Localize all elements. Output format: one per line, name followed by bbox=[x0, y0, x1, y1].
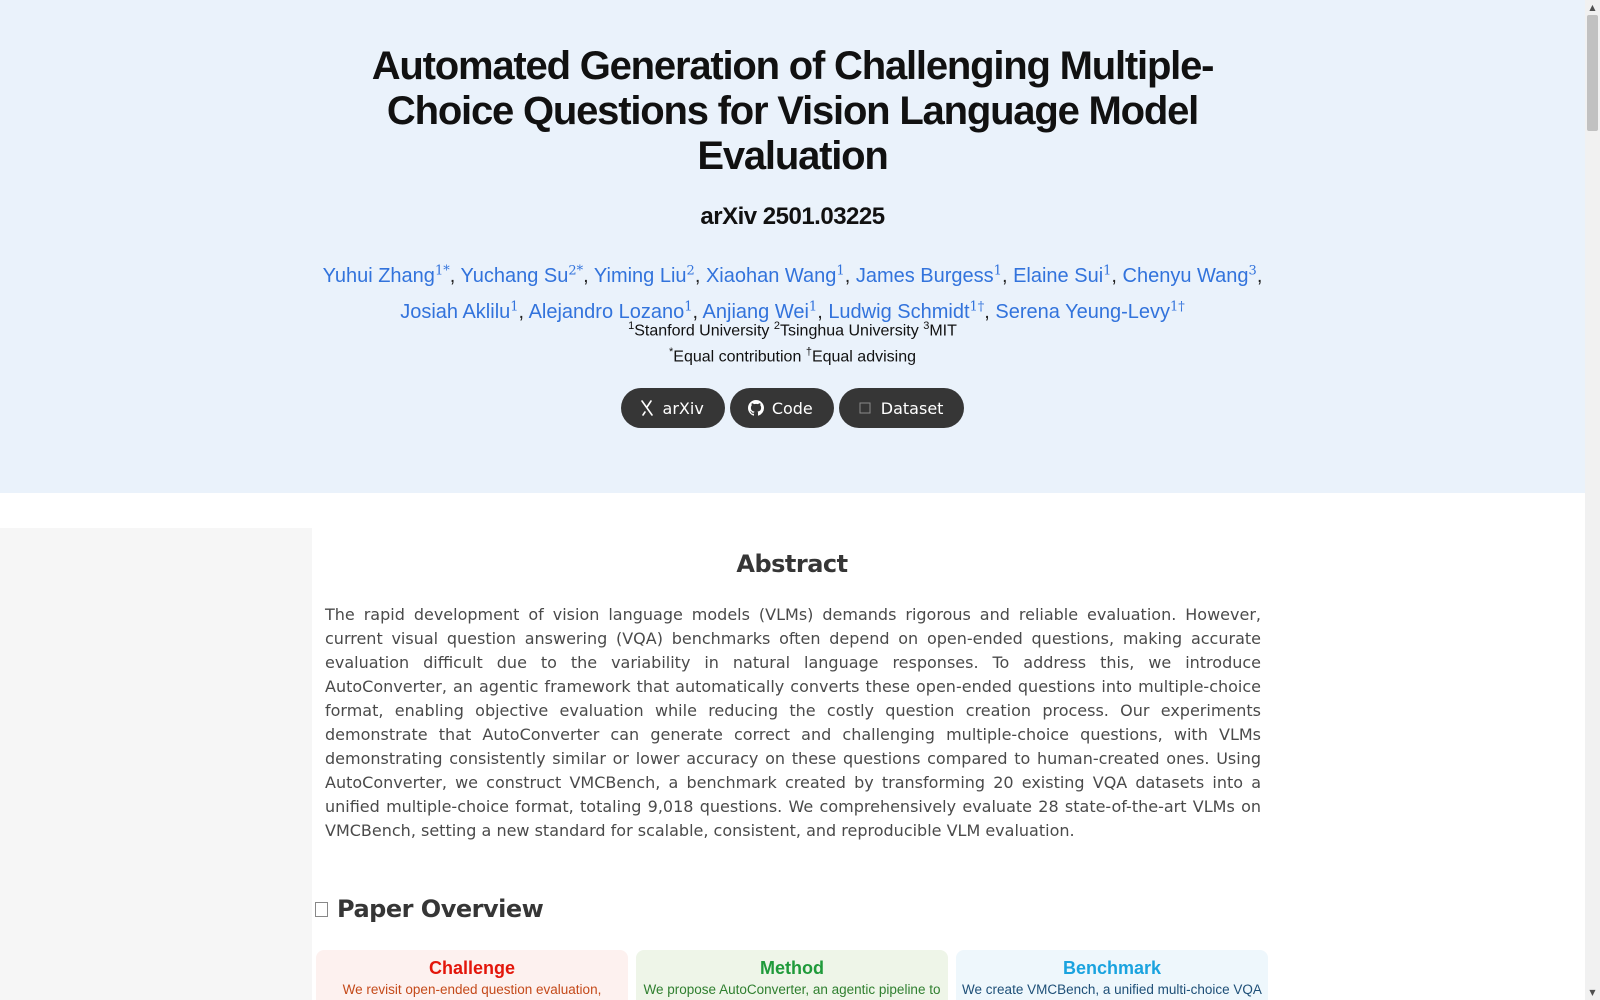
overview-cards bbox=[316, 950, 1268, 1000]
note-sup: † bbox=[805, 346, 812, 358]
author-entry: Chenyu Wang$^3$, bbox=[1122, 263, 1263, 287]
author-sup: 3 bbox=[1248, 263, 1257, 278]
affiliations bbox=[0, 320, 1585, 340]
author-sup: 1 bbox=[808, 299, 818, 315]
hero-section bbox=[0, 0, 1585, 493]
paper-overview-heading: Paper Overview bbox=[337, 895, 544, 923]
affiliation-name: Stanford University bbox=[634, 322, 770, 340]
method-card bbox=[636, 950, 948, 1000]
author-sup: 2 bbox=[686, 263, 695, 278]
author-entry: Yuchang $Su^{2*}$, bbox=[460, 263, 594, 287]
abstract-heading: Abstract bbox=[736, 550, 848, 578]
scrollbar-thumb[interactable] bbox=[1587, 15, 1598, 131]
arxiv-icon bbox=[639, 400, 655, 416]
author-entry: Anjiang Wei$^1$, bbox=[702, 299, 829, 324]
author-link[interactable]: Xiaohan Wang bbox=[705, 264, 837, 287]
paper-overview-header bbox=[315, 895, 543, 923]
arxiv-button[interactable] bbox=[621, 388, 725, 428]
note-sup: * bbox=[668, 346, 674, 358]
author-entry: Ludwig Schmidt$^{1\dagger}$, bbox=[828, 299, 996, 324]
page-title: Automated Generation of Challenging Multiple-Choice Questions for Vision Language Model Evaluation bbox=[371, 44, 1214, 178]
affiliation-name: Tsinghua University bbox=[780, 322, 919, 340]
author-entry: Elaine Sui$^1$, bbox=[1013, 263, 1123, 287]
author-link[interactable]: James Burgess bbox=[855, 264, 994, 287]
vertical-scrollbar[interactable] bbox=[1585, 0, 1600, 1000]
benchmark-card bbox=[956, 950, 1268, 1000]
challenge-card-title: Challenge bbox=[428, 958, 516, 978]
author-entry: James Burgess$^1$, bbox=[855, 263, 1014, 287]
author-link[interactable]: Josiah Aklilu bbox=[400, 301, 511, 324]
author-link[interactable]: Chenyu Wang bbox=[1122, 264, 1249, 287]
affiliation-name: MIT bbox=[929, 322, 957, 340]
github-icon bbox=[748, 400, 764, 416]
author-entry: Xiaohan Wang$^1$, bbox=[705, 263, 856, 287]
author-entry: Josiah Aklilu$^1$, bbox=[400, 299, 529, 324]
link-buttons bbox=[0, 388, 1585, 428]
benchmark-card-title: Benchmark bbox=[1062, 958, 1162, 978]
benchmark-card-text: We create VMCBench, a unified multi-choice VQA bbox=[962, 982, 1262, 997]
author-link[interactable]: Yuhui Zhang bbox=[322, 264, 435, 287]
author-sup: 1 bbox=[510, 299, 519, 315]
affiliation-sup: 2 bbox=[773, 320, 780, 332]
dataset-button-label: Dataset bbox=[880, 398, 944, 418]
author-link[interactable]: Anjiang Wei bbox=[702, 301, 809, 324]
contribution-notes bbox=[0, 346, 1585, 366]
author-link[interactable]: Ludwig Schmidt bbox=[828, 301, 970, 324]
author-sup: 2* bbox=[568, 263, 584, 278]
code-button[interactable] bbox=[730, 388, 834, 428]
dataset-icon bbox=[857, 400, 873, 416]
note-text: Equal advising bbox=[811, 348, 917, 366]
code-button-label: Code bbox=[771, 398, 813, 418]
author-sup: 1 bbox=[684, 299, 693, 315]
author-link[interactable]: Alejandro Lozano bbox=[528, 301, 685, 324]
challenge-card bbox=[316, 950, 628, 1000]
author-list bbox=[0, 255, 1585, 328]
author-sup: 1† bbox=[969, 299, 985, 315]
author-entry: Alejandro Lozano$^1$, bbox=[528, 299, 703, 324]
author-sup: 1 bbox=[993, 263, 1002, 278]
dataset-button[interactable] bbox=[839, 388, 965, 428]
author-entry: Yiming Liu$^2$, bbox=[593, 263, 706, 287]
affiliation-sup: 1 bbox=[628, 320, 635, 332]
abstract-text: The rapid development of vision language models (VLMs) demands rigorous and reliable evaluation. However, current visual question answering (VQA) benchmarks often depend on open-ended questions, making accurate evaluation difficult due to the variability in natural language responses. To address this, we introduce AutoConverter, an agentic framework that automatically converts these open-ended questions into multiple-choice format, enabling objective evaluation while reducing the costly question creation process. Our experiments demonstrate that AutoConverter can generate correct and challenging multiple-choice questions, with VLMs demonstrating consistently similar or lower accuracy on these questions compared to human-created ones. Using AutoConverter, we construct VMCBench, a benchmark created by transforming 20 existing VQA datasets into a unified multiple-choice format, totaling 9,018 questions. We comprehensively evaluate 28 state-of-the-art VLMs on VMCBench, setting a new standard for scalable, consistent, and reproducible VLM evaluation. bbox=[325, 605, 1261, 840]
author-link[interactable]: Elaine Sui bbox=[1013, 264, 1104, 287]
method-card-title: Method bbox=[760, 958, 824, 978]
author-sup: 1* bbox=[434, 263, 450, 278]
side-panel bbox=[0, 528, 312, 1000]
scroll-down-arrow-icon[interactable]: ▼ bbox=[1589, 988, 1596, 997]
arxiv-button-label: arXiv bbox=[662, 398, 704, 418]
image-placeholder-icon bbox=[315, 902, 328, 917]
author-link[interactable]: Yuchang Su bbox=[460, 264, 569, 287]
author-sup: 1 bbox=[836, 263, 845, 278]
author-entry: Yuhui Zhang$^{1*}$, bbox=[322, 263, 461, 287]
method-card-text: We propose AutoConverter, an agentic pipeline to bbox=[643, 982, 941, 997]
author-sup: 1† bbox=[1170, 299, 1185, 315]
scroll-up-arrow-icon[interactable]: ▲ bbox=[1589, 3, 1596, 12]
author-link[interactable]: Serena Yeung-Levy bbox=[995, 301, 1170, 324]
author-sup: 1 bbox=[1103, 263, 1112, 278]
note-text: Equal contribution bbox=[673, 348, 802, 366]
author-link[interactable]: Yiming Liu bbox=[593, 264, 687, 287]
affiliation-sup: 3 bbox=[923, 320, 930, 332]
challenge-card-text: We revisit open-ended question evaluation, bbox=[342, 982, 602, 997]
arxiv-id: arXiv 2501.03225 bbox=[700, 203, 885, 230]
